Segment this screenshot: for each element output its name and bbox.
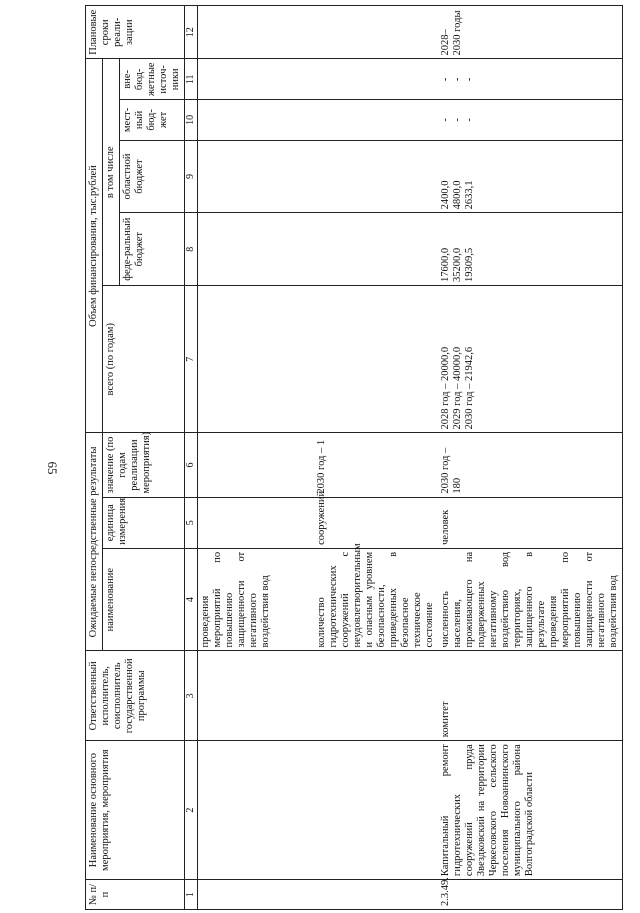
cell-unit [198, 497, 315, 548]
cell-executor: комитет [438, 651, 623, 741]
cell-value: 2030 год – 1 [314, 433, 438, 497]
rotated-document [85, 5, 630, 910]
header-activity-name: Наименование основного мероприятия, мероприятия [86, 741, 185, 880]
header-number: № п/п [86, 880, 185, 910]
cell-activity-name [198, 741, 315, 880]
extra-year-value: - [464, 77, 475, 82]
budget-table [85, 5, 623, 910]
total-year-line: 2029 год – 40000,0 [452, 346, 463, 430]
table-row [438, 6, 623, 910]
header-federal: феде-ральный бюджет [120, 213, 185, 286]
total-year-line: 2028 год – 20000,0 [440, 346, 451, 430]
header-finance-group: Объем финансирования, тыс.рублей [86, 59, 103, 433]
header-extra: вне-бюд-жетные источ-ники [120, 59, 185, 100]
column-number: 11 [185, 59, 198, 100]
cell-total [198, 286, 315, 433]
cell-deadline: 2028– 2030 годы [438, 6, 623, 60]
cell-local [314, 100, 438, 141]
column-number: 4 [185, 548, 198, 651]
cell-number: 2.3.49. [438, 880, 623, 910]
cell-unit: сооружений [314, 497, 438, 548]
column-number: 3 [185, 651, 198, 741]
cell-result-name: проведения мероприятий по повышению защищенности от негативного воздействия вод [198, 548, 315, 651]
column-number: 5 [185, 497, 198, 548]
local-year-value: - [452, 118, 463, 122]
cell-value: 2030 год – 180 [438, 433, 623, 497]
total-year-line: 2030 год – 21942,6 [464, 346, 475, 430]
federal-year-value: 19309,5 [464, 247, 475, 283]
header-executor: Ответственный исполнитель, соисполнитель государственной программы [86, 651, 185, 741]
regional-year-value: 2400,0 [440, 180, 451, 210]
cell-federal [198, 213, 315, 286]
cell-result-name: количество гидротехнических сооружений с неудовлетворительным и опасным уровнем безопасности, приведенных в безопасное техническое состояние [314, 548, 438, 651]
header-regional: областной бюджет [120, 140, 185, 213]
cell-executor [314, 651, 438, 741]
column-number: 10 [185, 100, 198, 141]
extra-year-value: - [452, 77, 463, 82]
table-row [198, 6, 315, 910]
header-deadline: Плановые сроки реали-зации [86, 6, 185, 60]
cell-extra [438, 59, 623, 100]
column-number: 8 [185, 213, 198, 286]
local-year-value: - [440, 118, 451, 122]
federal-year-value: 35200,0 [452, 247, 463, 283]
cell-unit: человек [438, 497, 623, 548]
header-results-group: Ожидаемые непосредственные результаты [86, 433, 103, 651]
cell-local [198, 100, 315, 141]
cell-total [314, 286, 438, 433]
extra-year-value: - [440, 77, 451, 82]
header-value: значение (по годам реализации мероприятия) [103, 433, 185, 497]
cell-activity-name [314, 741, 438, 880]
page-number: 65 [45, 461, 60, 475]
cell-value [198, 433, 315, 497]
header-unit: единица измерения [103, 497, 185, 548]
cell-number [314, 880, 438, 910]
cell-regional [438, 140, 623, 213]
cell-regional [198, 140, 315, 213]
header-result-name: наименование [103, 548, 185, 651]
column-number: 7 [185, 286, 198, 433]
cell-extra [314, 59, 438, 100]
cell-result-name: численность населения, проживающего на подверженных негативному воздействию вод территориях, защищенного в результате проведения мероприятий по повышению защищенности от негативного воздействия вод [438, 548, 623, 651]
column-number: 2 [185, 741, 198, 880]
cell-regional [314, 140, 438, 213]
cell-extra [198, 59, 315, 100]
header-total: всего (по годам) [103, 286, 185, 433]
cell-federal [438, 213, 623, 286]
cell-number [198, 880, 315, 910]
header-local: мест-ный бюд-жет [120, 100, 185, 141]
column-number: 1 [185, 880, 198, 910]
column-number: 9 [185, 140, 198, 213]
header-including: в том числе [103, 59, 120, 286]
column-number: 6 [185, 433, 198, 497]
federal-year-value: 17600,0 [440, 247, 451, 283]
cell-activity-name: Капитальный ремонт гидротехнических сооружений пруда Звездковский на территории Черкесовского сельского поселения Новоаннинского муниципального района Волгоградской области [438, 741, 623, 880]
column-number: 12 [185, 6, 198, 60]
regional-year-value: 4800,0 [452, 180, 463, 210]
cell-local [438, 100, 623, 141]
cell-deadline [198, 6, 315, 60]
table-row [314, 6, 438, 910]
cell-executor [198, 651, 315, 741]
cell-federal [314, 213, 438, 286]
cell-total [438, 286, 623, 433]
cell-deadline [314, 6, 438, 60]
local-year-value: - [464, 118, 475, 122]
regional-year-value: 2633,1 [464, 180, 475, 210]
